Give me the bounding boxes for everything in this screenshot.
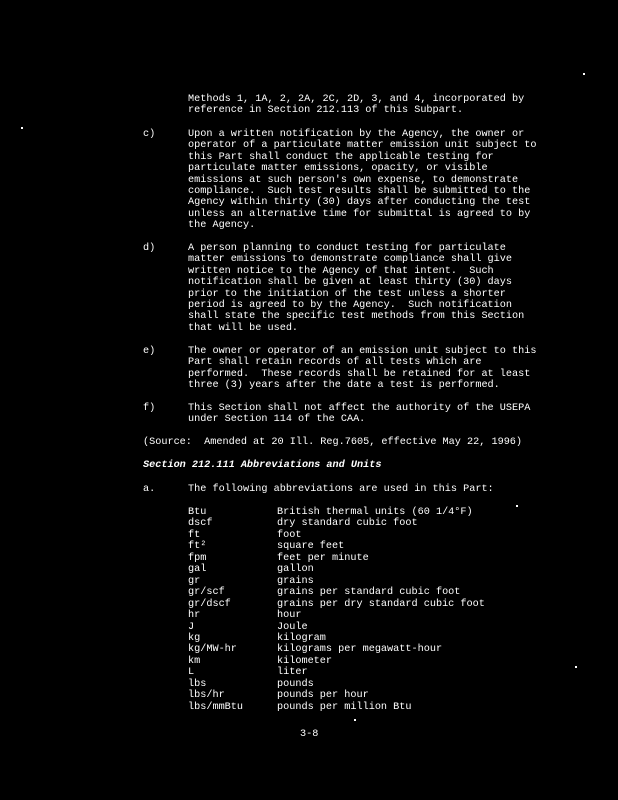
body-text-line: Methods 1, 1A, 2, 2A, 2C, 2D, 3, and 4, incorporated by	[188, 94, 525, 105]
scan-speck	[575, 666, 577, 668]
paragraph-text-line: Agency within thirty (30) days after conducting the test	[188, 197, 531, 209]
abbreviation-term: gr	[188, 575, 201, 587]
paragraph-text-line: performed. These records shall be retained for at least	[188, 368, 531, 380]
page-number: 3-8	[300, 729, 319, 740]
paragraph-label: e)	[143, 346, 156, 357]
source-note: (Source: Amended at 20 Ill. Reg.7605, effective May 22, 1996)	[143, 437, 523, 448]
paragraph-text-line: matter emissions to demonstrate compliance shall give	[188, 254, 513, 266]
paragraph-text-line: under Section 114 of the CAA.	[188, 414, 366, 426]
body-text-line: reference in Section 212.113 of this Subpart.	[188, 105, 464, 117]
abbreviation-meaning: feet per minute	[277, 552, 369, 564]
abbreviation-term: lbs/hr	[188, 690, 225, 702]
paragraph-text-line: period is agreed to by the Agency. Such notification	[188, 300, 513, 311]
item-label: a.	[143, 484, 156, 495]
item-text: The following abbreviations are used in this Part:	[188, 484, 494, 495]
paragraph-text-line: This Section shall not affect the authority of the USEPA	[188, 403, 531, 414]
abbreviation-term: km	[188, 655, 201, 667]
paragraph-text-line: shall state the specific test methods from this Section	[188, 311, 525, 323]
abbreviation-meaning: pounds per million Btu	[277, 701, 412, 713]
paragraph-text-line: three (3) years after the date a test is performed.	[188, 380, 500, 392]
abbreviation-meaning: British thermal units (60 1/4°F)	[277, 507, 473, 518]
paragraph-text-line: Upon a written notification by the Agency, the owner or	[188, 129, 525, 140]
abbreviation-term: kg	[188, 632, 201, 644]
abbreviation-term: Btu	[188, 507, 207, 518]
abbreviation-term: fpm	[188, 552, 207, 564]
abbreviation-term: kg/MW-hr	[188, 644, 237, 656]
paragraph-text-line: compliance. Such test results shall be submitted to the	[188, 186, 531, 197]
abbreviation-meaning: liter	[277, 667, 308, 679]
scan-speck	[516, 505, 518, 507]
paragraph-text-line: unless an alternative time for submittal is agreed to by	[188, 208, 531, 220]
paragraph-text-line: written notice to the Agency of that intent. Such	[188, 265, 494, 277]
paragraph-text-line: particulate matter emissions, opacity, or visible	[188, 163, 488, 175]
abbreviation-term: gr/dscf	[188, 598, 231, 610]
abbreviation-term: dscf	[188, 518, 213, 530]
scan-speck	[583, 73, 585, 75]
paragraph-text-line: the Agency.	[188, 220, 256, 232]
paragraph-label: f)	[143, 403, 156, 414]
paragraph-text-line: notification shall be given at least thirty (30) days	[188, 277, 513, 289]
abbreviation-term: L	[188, 667, 195, 679]
paragraph-text-line: this Part shall conduct the applicable testing for	[188, 151, 494, 163]
abbreviation-term: gr/scf	[188, 587, 225, 599]
paragraph-text-line: that will be used.	[188, 322, 299, 334]
paragraph-label: d)	[143, 243, 156, 254]
abbreviation-meaning: grains per standard cubic foot	[277, 587, 461, 599]
abbreviation-meaning: pounds	[277, 678, 314, 690]
paragraph-text-line: A person planning to conduct testing for particulate	[188, 243, 506, 254]
paragraph-text-line: The owner or operator of an emission unit subject to this	[188, 346, 537, 357]
scan-speck	[354, 719, 356, 721]
paragraph-text-line: prior to the initiation of the test unless a shorter	[188, 288, 506, 300]
section-heading: Section 212.111 Abbreviations and Units	[143, 460, 382, 471]
paragraph-text-line: operator of a particulate matter emission unit subject to	[188, 140, 537, 152]
paragraph-text-line: Part shall retain records of all tests which are	[188, 357, 482, 369]
abbreviation-term: J	[188, 621, 195, 633]
abbreviation-meaning: gallon	[277, 564, 314, 576]
abbreviation-term: lbs	[188, 678, 207, 690]
scan-speck	[21, 127, 23, 129]
abbreviation-meaning: grains per dry standard cubic foot	[277, 598, 485, 610]
abbreviation-meaning: square feet	[277, 541, 345, 553]
abbreviation-meaning: dry standard cubic foot	[277, 518, 418, 530]
abbreviation-meaning: pounds per hour	[277, 690, 369, 702]
abbreviation-meaning: kilograms per megawatt-hour	[277, 644, 443, 656]
abbreviation-meaning: hour	[277, 610, 302, 622]
paragraph-text-line: emissions at such person's own expense, to demonstrate	[188, 174, 519, 186]
abbreviation-meaning: Joule	[277, 621, 308, 633]
abbreviation-term: lbs/mmBtu	[188, 701, 244, 713]
abbreviation-term: hr	[188, 610, 201, 622]
abbreviation-meaning: kilometer	[277, 655, 333, 667]
abbreviation-term: gal	[188, 564, 207, 576]
abbreviation-meaning: foot	[277, 529, 302, 541]
abbreviation-meaning: grains	[277, 575, 314, 587]
abbreviation-term: ft	[188, 529, 201, 541]
paragraph-label: c)	[143, 129, 156, 140]
abbreviation-term: ft²	[188, 541, 207, 553]
abbreviation-meaning: kilogram	[277, 632, 326, 644]
